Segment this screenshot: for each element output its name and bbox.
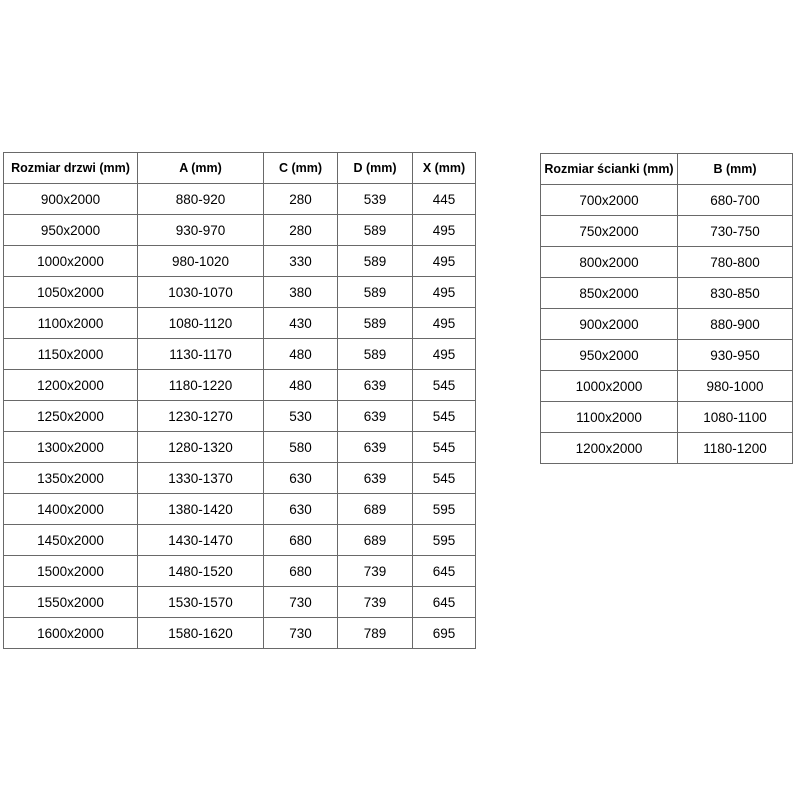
table-cell: 630: [264, 494, 338, 525]
table-cell: 1080-1120: [138, 308, 264, 339]
table-cell: 495: [413, 246, 476, 277]
table-cell: 589: [338, 277, 413, 308]
table-cell: 1000x2000: [4, 246, 138, 277]
table-cell: 850x2000: [541, 278, 678, 309]
table-cell: 1000x2000: [541, 371, 678, 402]
table-cell: 1200x2000: [4, 370, 138, 401]
table-cell: 1400x2000: [4, 494, 138, 525]
table-row: [4, 525, 476, 556]
table-cell: 730: [264, 587, 338, 618]
header-row: [541, 154, 793, 185]
table-cell: 380: [264, 277, 338, 308]
table-cell: 680: [264, 525, 338, 556]
table-cell: 780-800: [678, 247, 793, 278]
column-header: Rozmiar drzwi (mm): [4, 153, 138, 184]
table-cell: 1450x2000: [4, 525, 138, 556]
table-cell: 700x2000: [541, 185, 678, 216]
table-cell: 930-970: [138, 215, 264, 246]
table-row: [4, 339, 476, 370]
table-cell: 1130-1170: [138, 339, 264, 370]
table-row: [541, 402, 793, 433]
table-row: [4, 215, 476, 246]
table-cell: 739: [338, 587, 413, 618]
table-cell: 545: [413, 370, 476, 401]
table-cell: 1050x2000: [4, 277, 138, 308]
table-cell: 900x2000: [541, 309, 678, 340]
table-row: [4, 246, 476, 277]
table-cell: 980-1020: [138, 246, 264, 277]
table-cell: 1550x2000: [4, 587, 138, 618]
table-row: [541, 371, 793, 402]
table-cell: 645: [413, 587, 476, 618]
table-cell: 280: [264, 215, 338, 246]
table-row: [541, 278, 793, 309]
table-cell: 589: [338, 246, 413, 277]
table-cell: 1500x2000: [4, 556, 138, 587]
table-row: [4, 401, 476, 432]
table-cell: 589: [338, 215, 413, 246]
table-cell: 280: [264, 184, 338, 215]
table-row: [4, 494, 476, 525]
table-cell: 1430-1470: [138, 525, 264, 556]
table-cell: 495: [413, 277, 476, 308]
table-cell: 1380-1420: [138, 494, 264, 525]
table-cell: 689: [338, 494, 413, 525]
table-cell: 1350x2000: [4, 463, 138, 494]
table-cell: 589: [338, 308, 413, 339]
table-cell: 1030-1070: [138, 277, 264, 308]
table-cell: 730-750: [678, 216, 793, 247]
table-cell: 545: [413, 463, 476, 494]
column-header: B (mm): [678, 154, 793, 185]
table-cell: 1330-1370: [138, 463, 264, 494]
table-cell: 330: [264, 246, 338, 277]
column-header: C (mm): [264, 153, 338, 184]
table-cell: 645: [413, 556, 476, 587]
table-cell: 930-950: [678, 340, 793, 371]
table-row: [4, 184, 476, 215]
table-row: [541, 340, 793, 371]
table-cell: 1100x2000: [4, 308, 138, 339]
table-cell: 789: [338, 618, 413, 649]
table-cell: 1480-1520: [138, 556, 264, 587]
table-cell: 680-700: [678, 185, 793, 216]
table-cell: 639: [338, 401, 413, 432]
table-cell: 595: [413, 494, 476, 525]
table-row: [4, 618, 476, 649]
table-cell: 595: [413, 525, 476, 556]
table-row: [541, 216, 793, 247]
table-cell: 1280-1320: [138, 432, 264, 463]
column-header: X (mm): [413, 153, 476, 184]
table-cell: 495: [413, 308, 476, 339]
column-header: A (mm): [138, 153, 264, 184]
table-cell: 800x2000: [541, 247, 678, 278]
table-cell: 750x2000: [541, 216, 678, 247]
table-cell: 495: [413, 339, 476, 370]
table-cell: 480: [264, 370, 338, 401]
table-cell: 689: [338, 525, 413, 556]
table-row: [4, 308, 476, 339]
table-cell: 900x2000: [4, 184, 138, 215]
table-cell: 1580-1620: [138, 618, 264, 649]
table-cell: 1080-1100: [678, 402, 793, 433]
table-cell: 1150x2000: [4, 339, 138, 370]
table-cell: 639: [338, 370, 413, 401]
door-size-table: [3, 152, 476, 649]
column-header: Rozmiar ścianki (mm): [541, 154, 678, 185]
table-row: [4, 277, 476, 308]
table-cell: 980-1000: [678, 371, 793, 402]
table-row: [4, 556, 476, 587]
table-row: [541, 309, 793, 340]
table-cell: 1230-1270: [138, 401, 264, 432]
header-row: [4, 153, 476, 184]
table-row: [541, 433, 793, 464]
table-cell: 730: [264, 618, 338, 649]
table-row: [4, 587, 476, 618]
table-cell: 495: [413, 215, 476, 246]
table-row: [4, 370, 476, 401]
column-header: D (mm): [338, 153, 413, 184]
table-cell: 1180-1200: [678, 433, 793, 464]
table-cell: 630: [264, 463, 338, 494]
table-cell: 739: [338, 556, 413, 587]
table-cell: 695: [413, 618, 476, 649]
table-cell: 1600x2000: [4, 618, 138, 649]
table-cell: 880-900: [678, 309, 793, 340]
table-cell: 589: [338, 339, 413, 370]
table-cell: 445: [413, 184, 476, 215]
table-cell: 1180-1220: [138, 370, 264, 401]
table-cell: 545: [413, 432, 476, 463]
table-cell: 950x2000: [4, 215, 138, 246]
table-cell: 580: [264, 432, 338, 463]
wall-size-table: [540, 153, 793, 464]
table-cell: 545: [413, 401, 476, 432]
table-row: [4, 432, 476, 463]
table-cell: 1100x2000: [541, 402, 678, 433]
table-cell: 1530-1570: [138, 587, 264, 618]
table-cell: 830-850: [678, 278, 793, 309]
table-row: [541, 185, 793, 216]
table-cell: 1200x2000: [541, 433, 678, 464]
table-cell: 639: [338, 463, 413, 494]
table-cell: 680: [264, 556, 338, 587]
table-cell: 1300x2000: [4, 432, 138, 463]
table-cell: 539: [338, 184, 413, 215]
table-row: [4, 463, 476, 494]
table-row: [541, 247, 793, 278]
table-cell: 1250x2000: [4, 401, 138, 432]
table-cell: 430: [264, 308, 338, 339]
table-cell: 480: [264, 339, 338, 370]
table-cell: 530: [264, 401, 338, 432]
table-cell: 880-920: [138, 184, 264, 215]
table-cell: 639: [338, 432, 413, 463]
table-cell: 950x2000: [541, 340, 678, 371]
